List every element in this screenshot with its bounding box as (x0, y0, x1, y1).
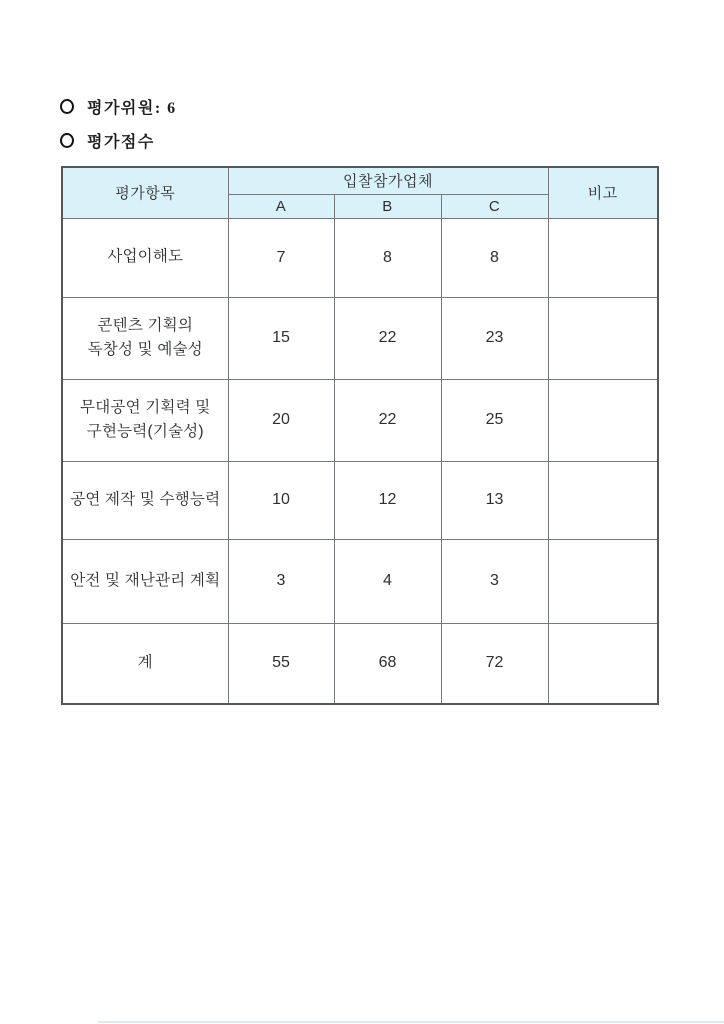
score-cell: 3 (228, 539, 334, 623)
evaluation-score-table (61, 166, 659, 705)
note-cell (548, 218, 658, 297)
note-cell (548, 539, 658, 623)
total-score-cell: 68 (334, 623, 441, 704)
note-cell (548, 297, 658, 379)
score-cell: 20 (228, 379, 334, 461)
circle-bullet-icon (60, 99, 74, 114)
company-col-a: A (228, 194, 334, 218)
total-label-cell: 계 (62, 623, 228, 704)
scan-artifact-line (98, 1021, 724, 1023)
table-row (62, 539, 658, 623)
score-cell: 22 (334, 297, 441, 379)
header-item-col: 평가항목 (62, 167, 228, 218)
item-cell: 안전 및 재난관리 계획 (62, 539, 228, 623)
score-cell: 10 (228, 461, 334, 539)
score-cell: 22 (334, 379, 441, 461)
company-col-c: C (441, 194, 548, 218)
table-row (62, 297, 658, 379)
score-cell: 23 (441, 297, 548, 379)
company-col-b: B (334, 194, 441, 218)
table-row (62, 379, 658, 461)
score-cell: 7 (228, 218, 334, 297)
bullet-line-scores (60, 129, 155, 152)
circle-bullet-icon (60, 133, 74, 148)
note-cell (548, 461, 658, 539)
item-cell: 공연 제작 및 수행능력 (62, 461, 228, 539)
score-cell: 3 (441, 539, 548, 623)
item-cell: 무대공연 기획력 및 구현능력(기술성) (62, 379, 228, 461)
score-cell: 4 (334, 539, 441, 623)
header-bidders-group: 입찰참가업체 (228, 167, 548, 194)
score-cell: 25 (441, 379, 548, 461)
bullet-line-evaluators (60, 95, 177, 118)
header-note-col: 비고 (548, 167, 658, 218)
note-cell (548, 623, 658, 704)
score-cell: 8 (441, 218, 548, 297)
evaluators-label: 평가위원: 6 (87, 100, 177, 117)
total-score-cell: 72 (441, 623, 548, 704)
score-cell: 12 (334, 461, 441, 539)
scores-label: 평가점수 (87, 134, 155, 151)
item-cell: 사업이해도 (62, 218, 228, 297)
score-cell: 8 (334, 218, 441, 297)
total-score-cell: 55 (228, 623, 334, 704)
item-cell: 콘텐츠 기획의 독창성 및 예술성 (62, 297, 228, 379)
table-row (62, 461, 658, 539)
score-cell: 13 (441, 461, 548, 539)
score-cell: 15 (228, 297, 334, 379)
header-row-group (62, 167, 658, 194)
table-row (62, 218, 658, 297)
total-row (62, 623, 658, 704)
note-cell (548, 379, 658, 461)
